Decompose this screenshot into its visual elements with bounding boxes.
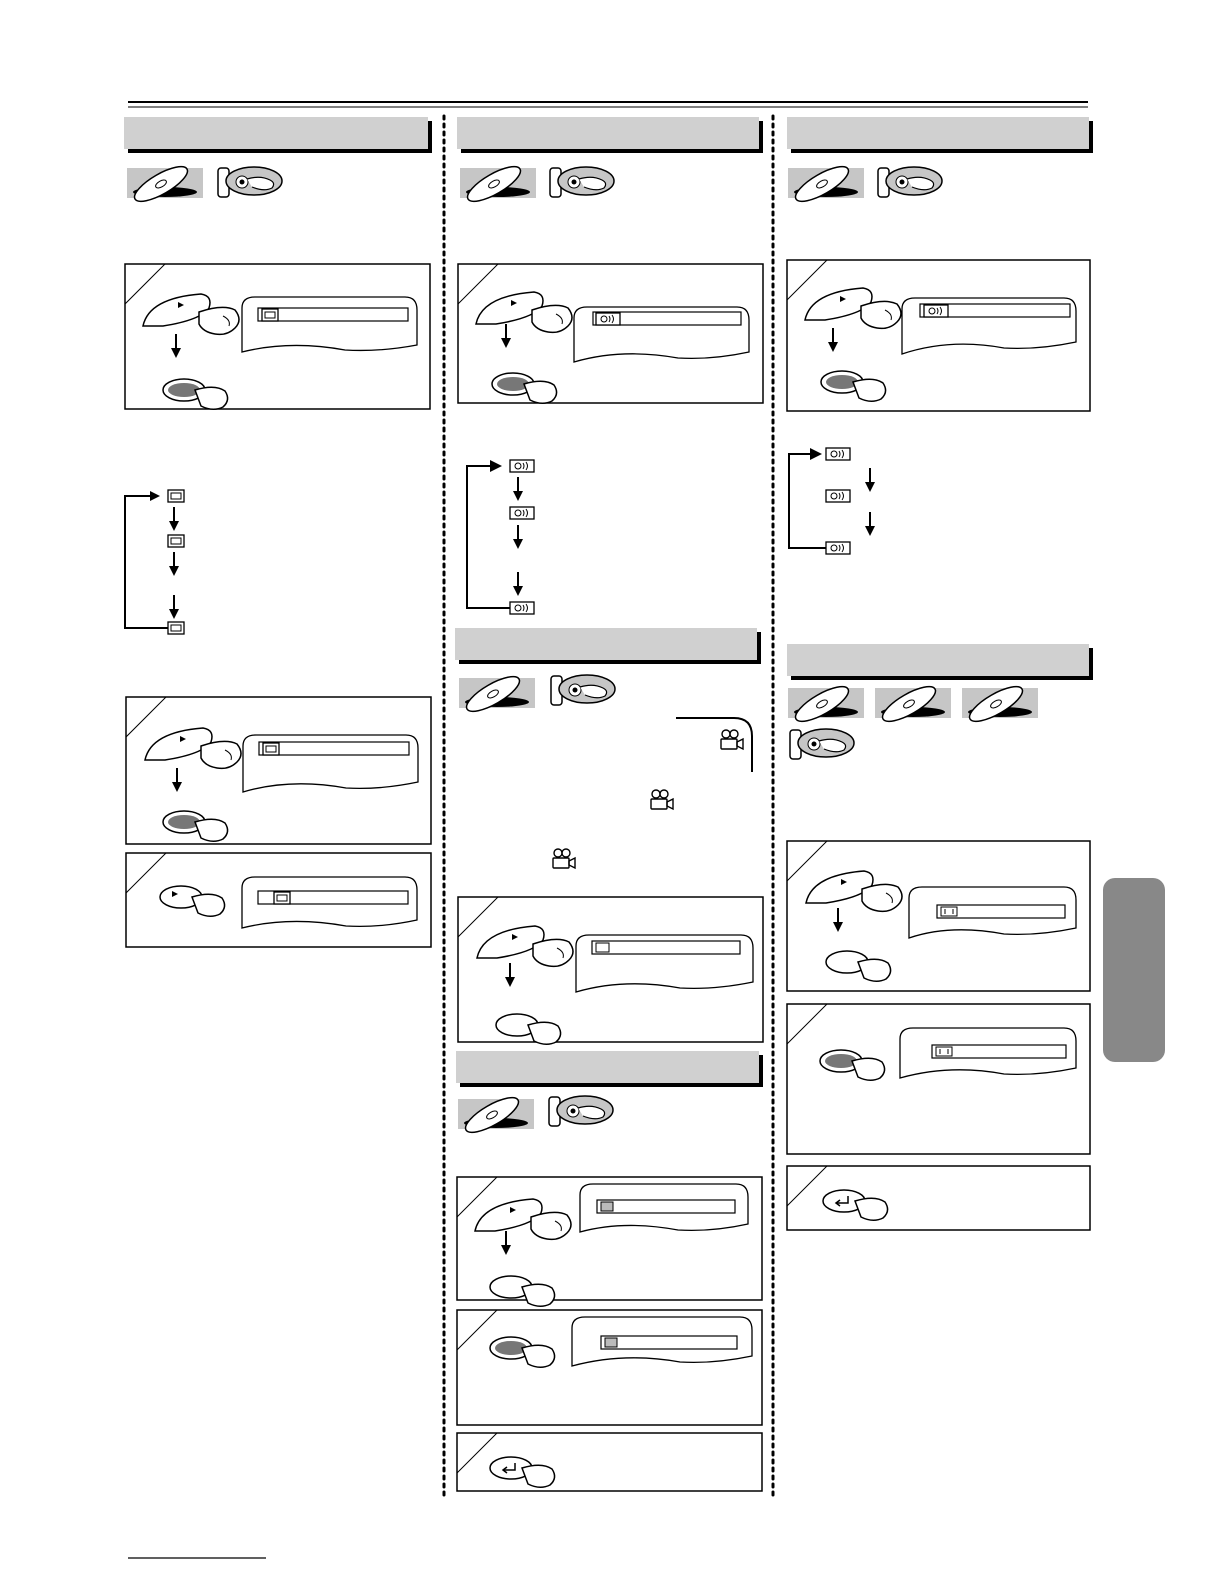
step-box [787, 1004, 1090, 1154]
step-box [126, 697, 431, 844]
step-box [125, 264, 430, 409]
dvd-disc-icon [458, 1091, 534, 1138]
audio-cycle-diagram [789, 448, 875, 554]
dvd-disc-icon [962, 680, 1038, 727]
dvd-disc-icon [459, 670, 535, 717]
audio-icon [510, 460, 534, 472]
section-header [457, 117, 763, 153]
arrow-down-icon [169, 507, 179, 531]
osd-bar [601, 1336, 737, 1349]
step-box [787, 260, 1090, 411]
audio-cycle-diagram [467, 460, 534, 614]
camera-angle-icon [596, 943, 609, 952]
dvd-disc-icon [788, 160, 864, 207]
subtitle-icon [168, 622, 184, 634]
remote-disc-icon [551, 675, 615, 705]
remote-disc-icon [549, 1096, 613, 1126]
step-box [458, 897, 763, 1044]
audio-icon [510, 507, 534, 519]
dvd-disc-icon [460, 160, 536, 207]
osd-bar [258, 308, 408, 321]
osd-bar [259, 742, 409, 755]
angle-mark-bracket [676, 718, 752, 772]
subtitle-icon [168, 490, 184, 502]
audio-icon [826, 448, 850, 460]
step-box [457, 1433, 762, 1491]
step-box [458, 264, 763, 403]
remote-disc-icon [878, 167, 942, 197]
subtitle-icon [263, 743, 279, 755]
arrow-down-icon [513, 477, 523, 501]
section-header [124, 117, 432, 153]
osd-bar [597, 1200, 735, 1213]
remote-disc-icon [218, 167, 282, 197]
subtitle-cycle-diagram [125, 490, 184, 634]
section-header [787, 117, 1093, 153]
dvd-disc-icon [788, 680, 864, 727]
side-tab [1103, 878, 1165, 1062]
arrow-down-icon [865, 512, 875, 536]
remote-disc-icon [550, 167, 614, 197]
arrow-down-icon [513, 525, 523, 549]
arrow-down-icon [513, 572, 523, 596]
arrow-down-icon [865, 468, 875, 492]
arrow-down-icon [169, 552, 179, 576]
subtitle-icon [274, 892, 290, 904]
section-header [455, 628, 761, 664]
audio-icon [826, 490, 850, 502]
audio-icon [924, 305, 948, 317]
camera-angle-icon [721, 730, 743, 749]
dvd-disc-icon [127, 160, 203, 207]
step-box [787, 841, 1090, 991]
remote-disc-icon [790, 729, 854, 759]
camera-angle-icon [553, 849, 575, 868]
section-header [456, 1051, 763, 1087]
step-box [457, 1310, 762, 1425]
dvd-disc-icon [875, 680, 951, 727]
step-box [787, 1166, 1090, 1230]
audio-icon [826, 542, 850, 554]
camera-angle-icon [651, 790, 673, 809]
subtitle-icon [168, 535, 184, 547]
step-box [126, 853, 431, 947]
osd-bar [592, 941, 740, 954]
arrow-down-icon [169, 595, 179, 619]
audio-icon [510, 602, 534, 614]
audio-icon [596, 313, 620, 325]
step-box [457, 1177, 762, 1306]
subtitle-icon [262, 309, 278, 321]
section-header [787, 644, 1093, 680]
